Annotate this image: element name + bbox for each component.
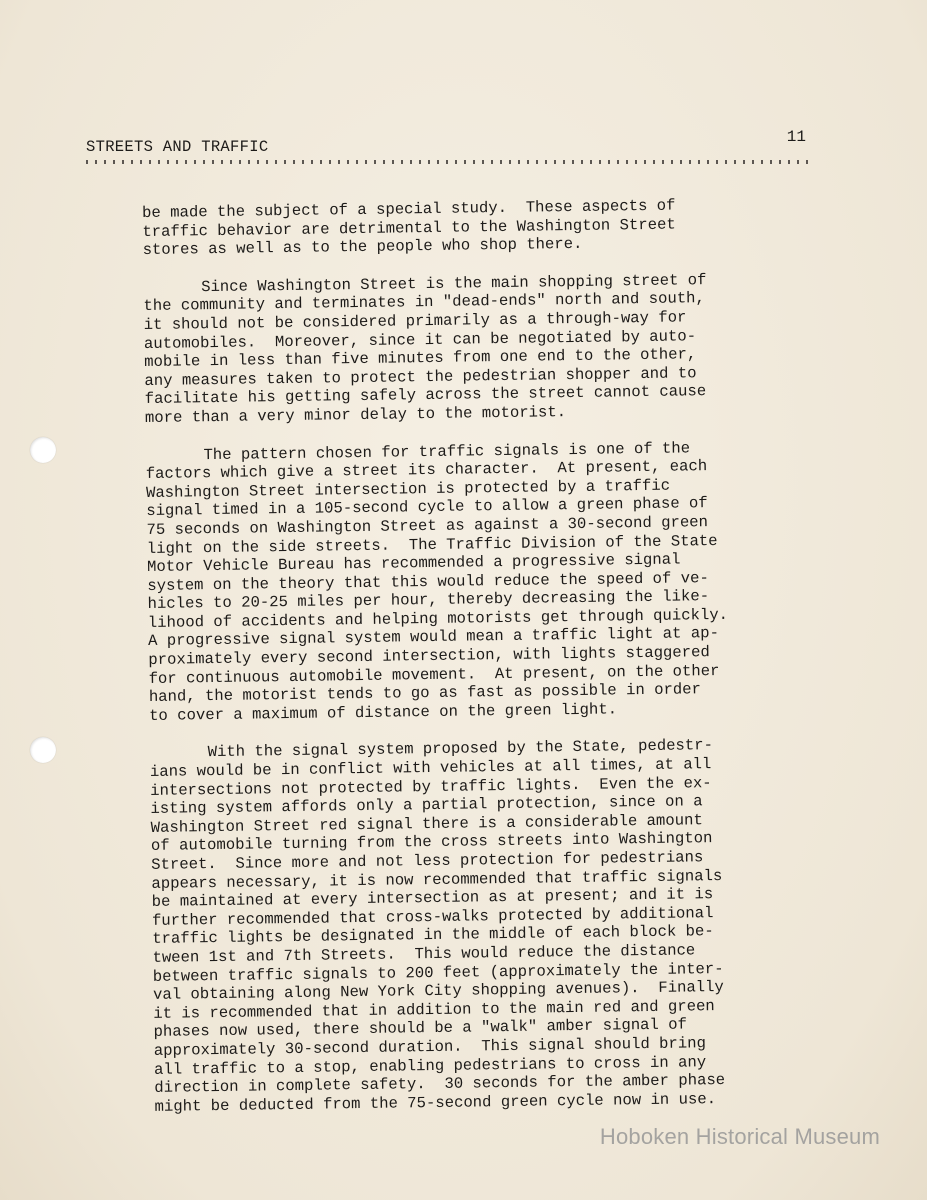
page-header	[86, 128, 808, 170]
text-line: further recommended that cross-walks protected by additional	[151, 903, 714, 930]
paragraph-3	[145, 437, 839, 726]
text-line: 75 seconds on Washington Street as against a 30-second green	[146, 513, 709, 539]
page-number: 11	[786, 128, 806, 146]
text-line: phases now used, there should be a "walk" amber signal of	[153, 1015, 688, 1042]
text-line: traffic lights be designated in the middle of each block be-	[152, 922, 714, 949]
text-line: appears necessary, it is now recommended that traffic signals	[151, 866, 723, 893]
paragraph-2	[143, 269, 835, 427]
text-line: Motor Vehicle Bureau has recommended a progressive signal	[146, 550, 681, 577]
paragraph-4	[150, 735, 845, 1116]
text-line: be maintained at every intersection as at present; and it is	[151, 885, 714, 912]
text-line: hand, the motorist tends to go as fast as possible in order	[148, 680, 702, 707]
text-line: intersections not protected by traffic lights. Even the ex-	[150, 773, 712, 800]
text-line: A progressive signal system would mean a traffic light at ap-	[147, 624, 720, 651]
text-line: Street. Since more and not less protection for pedestrians	[151, 848, 704, 874]
header-dotted-rule	[86, 160, 808, 164]
text-line: any measures taken to protect the pedestrian shopper and to	[144, 364, 697, 390]
body-text	[142, 194, 845, 1135]
text-line: direction in complete safety. 30 seconds for the amber phase	[154, 1071, 726, 1098]
text-line: light on the side streets. The Traffic Division of the State	[146, 531, 718, 558]
text-line: the community and terminates in "dead-ends" north and south,	[143, 289, 705, 316]
text-line: tween 1st and 7th Streets. This would reduce the distance	[152, 941, 696, 967]
text-line: Washington Street intersection is protected by a traffic	[145, 476, 671, 502]
text-line: between traffic signals to 200 feet (approximately the inter-	[152, 959, 724, 986]
text-line: all traffic to a stop, enabling pedestrians to cross in any	[153, 1052, 707, 1079]
text-line: The pattern chosen for traffic signals is one of the	[203, 438, 691, 464]
text-line: ians would be in conflict with vehicles at all times, at all	[149, 755, 712, 781]
text-line: for continuous automobile movement. At present, on the other	[148, 661, 720, 688]
text-line: facilitate his getting safely across the street cannot cause	[144, 382, 707, 409]
text-line: lihood of accidents and helping motorists get through quickly.	[147, 605, 729, 632]
text-line: automobiles. Moreover, since it can be negotiated by auto-	[143, 326, 697, 353]
text-line: traffic behavior are detrimental to the Washington Street	[142, 215, 676, 241]
text-line: approximately 30-second duration. This signal should bring	[153, 1034, 707, 1060]
text-line: With the signal system proposed by the State, pedestr-	[207, 736, 714, 762]
binder-hole-top	[30, 437, 56, 463]
text-line: stores as well as to the people who shop there.	[142, 235, 583, 260]
text-line: might be deducted from the 75-second green cycle now in use.	[154, 1089, 717, 1116]
binder-hole-bottom	[30, 737, 56, 763]
museum-watermark: Hoboken Historical Museum	[599, 1124, 880, 1149]
section-title: STREETS AND TRAFFIC	[86, 138, 269, 156]
text-line: more than a very minor delay to the motorist.	[144, 403, 567, 427]
text-line: Since Washington Street is the main shopping street of	[201, 270, 707, 296]
text-line: val obtaining along New York City shopping avenues). Finally	[152, 978, 724, 1005]
text-line: system on the theory that this would reduce the speed of ve-	[147, 568, 709, 595]
text-line: of automobile turning from the cross streets into Washington	[150, 829, 713, 856]
text-line: signal timed in a 105-second cycle to allow a green phase of	[146, 494, 708, 521]
text-line: isting system affords only a partial protection, since on a	[150, 792, 703, 819]
text-line: proximately every second intersection, with lights staggered	[148, 643, 710, 670]
text-line: Washington Street red signal there is a considerable amount	[150, 811, 703, 837]
text-line: it is recommended that in addition to the main red and green	[153, 996, 715, 1023]
text-line: hicles to 20-25 miles per hour, thereby decreasing the like-	[147, 587, 710, 614]
text-line: factors which give a street its character. At present, each	[145, 457, 708, 484]
text-line: be made the subject of a special study. These aspects of	[142, 196, 676, 222]
text-line: mobile in less than five minutes from one end to the other,	[144, 345, 697, 372]
paragraph-1	[142, 194, 833, 259]
text-line: to cover a maximum of distance on the green light.	[149, 700, 618, 725]
text-line: it should not be considered primarily as a through-way for	[143, 308, 687, 334]
